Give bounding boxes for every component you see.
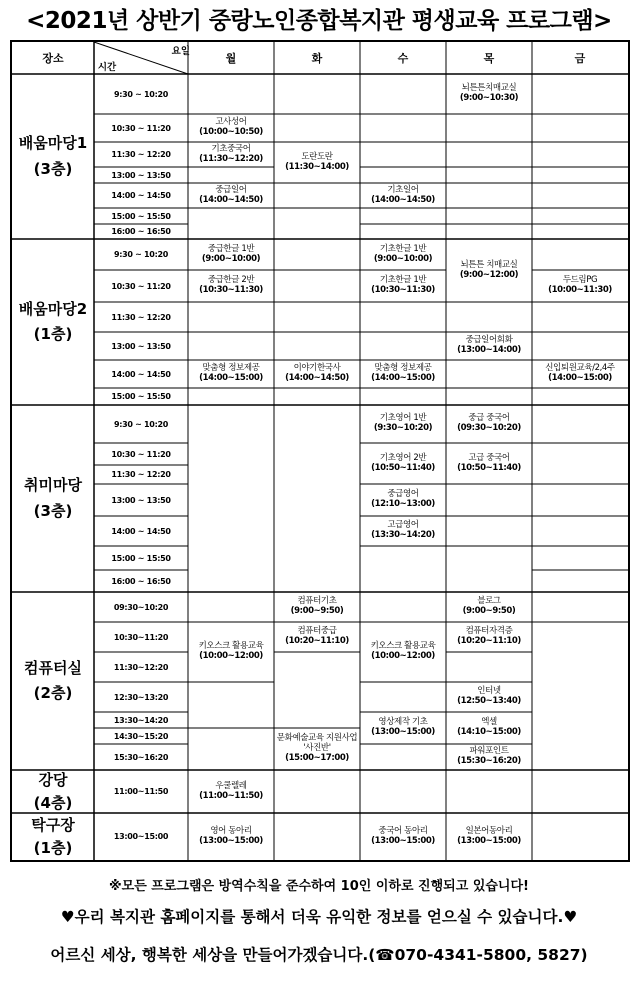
contact-line: 어르신 세상, 행복한 세상을 만들어가겠습니다.(☎070-4341-5800, 5827) xyxy=(50,946,588,964)
program-name: 고급 중국어 xyxy=(468,452,510,463)
header-day-mon: 월 xyxy=(225,52,237,65)
time-slot: 13:00 ~ 13:50 xyxy=(111,170,171,180)
header-day-label: 요일 xyxy=(171,46,190,57)
program-cell xyxy=(274,728,360,770)
program-time: (13:00~15:00) xyxy=(371,727,435,737)
program-cell xyxy=(274,142,360,183)
program-name: 중급일어 xyxy=(215,184,247,195)
program-name: 컴퓨터기초 xyxy=(297,596,337,607)
program-name: 맞춤형 정보제공 xyxy=(374,363,432,374)
program-name: 기초영어 1반 xyxy=(379,413,427,424)
program-cell xyxy=(188,114,274,142)
program-cell xyxy=(360,443,446,484)
header-day-wed: 수 xyxy=(397,52,409,65)
program-time: (11:30~12:20) xyxy=(199,153,263,164)
program-time: (10:50~11:40) xyxy=(371,462,435,473)
time-slot: 9:30 ~ 10:20 xyxy=(113,419,169,429)
program-time: (9:00~10:00) xyxy=(201,253,261,264)
program-name: 문화예술교육 지원사업 xyxy=(276,733,358,744)
time-slot: 11:00~11:50 xyxy=(113,787,169,796)
program-name: 고급영어 xyxy=(387,520,419,531)
program-name: 이야기한국사 xyxy=(293,363,341,374)
program-name: 중급한글 2반 xyxy=(207,275,255,286)
program-cell xyxy=(188,770,274,813)
time-slot: 09:30~10:20 xyxy=(113,602,169,612)
place-computer-room xyxy=(12,592,94,770)
program-cell xyxy=(360,484,446,516)
program-cell xyxy=(274,592,360,622)
time-slot: 15:00 ~ 15:50 xyxy=(111,211,171,221)
program-time: (15:30~16:20) xyxy=(457,756,521,766)
header-day-thu: 목 xyxy=(483,52,495,65)
program-cell xyxy=(360,270,446,302)
time-slot: 13:30~14:20 xyxy=(113,715,169,725)
program-time: (14:00~14:50) xyxy=(285,373,349,383)
place-floor: (3층) xyxy=(33,501,73,520)
place-table-tennis xyxy=(12,813,94,860)
time-slot: 14:00 ~ 14:50 xyxy=(111,191,171,200)
time-slot: 11:30~12:20 xyxy=(113,662,169,672)
time-slot: 9:30 ~ 10:20 xyxy=(113,89,169,99)
program-cell xyxy=(446,443,532,484)
program-time: (11:00~11:50) xyxy=(199,790,263,801)
program-cell xyxy=(188,183,274,208)
program-name: 우쿨렐레 xyxy=(215,780,247,791)
place-floor: (4층) xyxy=(33,793,73,812)
program-cell xyxy=(446,813,532,860)
program-cell xyxy=(446,74,532,114)
program-name: 두드림PG xyxy=(562,275,598,286)
program-name: 뇌튼튼 치매교실 xyxy=(460,259,518,270)
program-time: (9:00~9:50) xyxy=(290,606,344,616)
program-cell xyxy=(446,622,532,652)
place-name: 취미마당 xyxy=(24,476,82,494)
place-floor: (2층) xyxy=(33,684,73,702)
program-cell xyxy=(446,332,532,360)
program-name: 중급한글 1반 xyxy=(207,243,255,254)
time-slot: 13:00 ~ 13:50 xyxy=(111,495,171,505)
program-time: (12:50~13:40) xyxy=(457,696,521,706)
program-time: (13:00~15:00) xyxy=(371,835,435,846)
program-name: 블로그 xyxy=(477,596,501,607)
program-cell xyxy=(360,360,446,388)
header-time-label: 시간 xyxy=(97,62,117,73)
program-time: (13:00~14:00) xyxy=(457,345,521,355)
program-cell xyxy=(360,622,446,682)
program-time: (13:00~15:00) xyxy=(199,835,263,846)
program-name: 기초한글 1반 xyxy=(379,275,427,286)
program-name: 키오스크 활용교육 xyxy=(370,641,436,652)
time-slot: 13:00 ~ 13:50 xyxy=(111,341,171,351)
program-name: 중급영어 xyxy=(387,489,419,500)
program-time: (10:00~12:00) xyxy=(371,651,435,661)
place-floor: (3층) xyxy=(33,159,73,178)
program-name: 중급 중국어 xyxy=(468,413,510,424)
program-cell xyxy=(360,516,446,546)
time-slot: 15:00 ~ 15:50 xyxy=(111,553,171,563)
time-slot: 9:30 ~ 10:20 xyxy=(113,250,169,259)
program-time: (9:00~9:50) xyxy=(462,606,516,616)
program-time: (14:00~15:00) xyxy=(548,373,612,383)
time-slot: 12:30~13:20 xyxy=(113,692,169,702)
program-cell xyxy=(446,239,532,302)
notice-line: ※모든 프로그램은 방역수칙을 준수하여 10인 이하로 진행되고 있습니다! xyxy=(109,879,529,894)
place-hobby xyxy=(12,405,94,592)
time-slot: 10:30 ~ 11:20 xyxy=(111,123,171,133)
program-name: 기초영어 2반 xyxy=(379,452,427,463)
homepage-line: ♥우리 복지관 홈페이지를 통해서 더욱 유익한 정보를 얻으실 수 있습니다.♥ xyxy=(60,908,578,926)
time-slot: 14:00 ~ 14:50 xyxy=(111,369,171,379)
time-slot: 15:00 ~ 15:50 xyxy=(111,392,171,401)
place-name: 컴퓨터실 xyxy=(24,658,82,677)
time-slot: 11:30 ~ 12:20 xyxy=(111,312,171,322)
time-slot: 11:30 ~ 12:20 xyxy=(111,470,171,479)
program-cell xyxy=(188,270,274,302)
program-time: (11:30~14:00) xyxy=(285,161,349,172)
program-time: (14:00~14:50) xyxy=(371,194,435,205)
time-slot: 16:00 ~ 16:50 xyxy=(111,576,171,586)
program-time: (09:30~10:20) xyxy=(457,423,521,433)
program-name: 도란도란 xyxy=(301,151,333,162)
place-name: 강당 xyxy=(38,771,68,789)
place-floor: (1층) xyxy=(33,838,73,857)
program-cell xyxy=(274,360,360,388)
program-name: 기초중국어 xyxy=(211,143,251,154)
program-cell xyxy=(360,239,446,270)
program-time: (9:00~12:00) xyxy=(459,269,519,280)
timetable xyxy=(10,40,630,862)
program-time: (10:20~11:10) xyxy=(285,636,349,646)
program-name: 인터넷 xyxy=(477,686,501,697)
program-time: (10:30~11:30) xyxy=(371,285,435,295)
time-slot: 10:30 ~ 11:20 xyxy=(111,449,171,459)
time-slot: 14:00 ~ 14:50 xyxy=(111,526,171,536)
program-time: (10:00~10:50) xyxy=(199,127,263,137)
program-time: (9:00~10:30) xyxy=(459,93,519,103)
program-name: 기초일어 xyxy=(387,184,419,195)
program-time: (13:00~15:00) xyxy=(457,835,521,846)
place-auditorium xyxy=(12,770,94,813)
program-time: (15:00~17:00) xyxy=(285,752,349,763)
header-day-fri: 금 xyxy=(574,52,586,65)
program-cell xyxy=(532,270,628,302)
program-name: 신입퇴원교육/2,4주 xyxy=(545,363,615,374)
program-time: (10:20~11:10) xyxy=(457,636,521,646)
time-slot: 10:30 ~ 11:20 xyxy=(111,281,171,291)
program-time: (10:00~11:30) xyxy=(548,285,612,295)
time-slot: 15:30~16:20 xyxy=(113,752,169,762)
program-cell xyxy=(532,360,628,388)
program-name: 영상제작 기초 xyxy=(378,717,428,728)
program-name: 중급일어회화 xyxy=(465,335,513,346)
place-learning-2 xyxy=(12,239,94,405)
place-name: 탁구장 xyxy=(31,816,75,834)
program-name: 고사성어 xyxy=(215,117,247,128)
program-time: (10:00~12:00) xyxy=(199,651,263,661)
program-name: 뇌튼튼치매교실 xyxy=(461,83,517,94)
program-time: (10:30~11:30) xyxy=(199,285,263,295)
header-day-tue: 화 xyxy=(311,52,323,65)
place-name: 배움마당1 xyxy=(18,134,88,152)
program-time: (14:00~14:50) xyxy=(199,194,263,205)
time-slot: 13:00~15:00 xyxy=(113,832,169,841)
program-name: 키오스크 활용교육 xyxy=(198,641,264,652)
time-slot: 16:00 ~ 16:50 xyxy=(111,227,171,236)
program-cell xyxy=(188,813,274,860)
program-cell xyxy=(446,682,532,712)
program-name: 컴퓨터중급 xyxy=(297,626,337,637)
program-cell xyxy=(446,405,532,443)
program-cell xyxy=(188,239,274,270)
program-name: 일본어동아리 xyxy=(465,825,513,836)
place-learning-1 xyxy=(12,74,94,239)
program-cell xyxy=(446,592,532,622)
program-name: 중국어 동아리 xyxy=(378,825,428,836)
program-time: (9:30~10:20) xyxy=(373,423,433,433)
program-cell xyxy=(188,622,274,682)
program-cell xyxy=(360,405,446,443)
program-name: 맞춤형 정보제공 xyxy=(202,363,260,374)
program-name: 컴퓨터자격증 xyxy=(465,626,513,637)
page-title: <2021년 상반기 중랑노인종합복지관 평생교육 프로그램> xyxy=(26,8,612,34)
program-cell xyxy=(446,712,532,744)
place-floor: (1층) xyxy=(33,325,73,343)
program-name: 영어 동아리 xyxy=(210,825,252,836)
program-cell xyxy=(274,622,360,652)
program-subtitle: '사진반' xyxy=(303,743,331,754)
program-name: 파워포인트 xyxy=(469,746,509,757)
program-time: (13:30~14:20) xyxy=(371,530,435,540)
program-cell xyxy=(360,813,446,860)
program-time: (14:00~15:00) xyxy=(371,373,435,383)
place-name: 배움마당2 xyxy=(18,299,88,318)
program-cell xyxy=(188,142,274,167)
program-time: (9:00~10:00) xyxy=(373,253,433,264)
time-slot: 10:30~11:20 xyxy=(113,632,169,642)
time-slot: 14:30~15:20 xyxy=(113,731,169,741)
program-time: (12:10~13:00) xyxy=(371,499,435,509)
program-time: (10:50~11:40) xyxy=(457,462,521,473)
program-cell xyxy=(188,360,274,388)
program-time: (14:00~15:00) xyxy=(199,373,263,383)
program-cell xyxy=(360,712,446,744)
time-slot: 11:30 ~ 12:20 xyxy=(111,150,171,159)
program-cell xyxy=(446,744,532,770)
program-name: 기초한글 1반 xyxy=(379,243,427,254)
program-cell xyxy=(360,183,446,208)
program-name: 엑셀 xyxy=(481,717,497,728)
program-time: (14:10~15:00) xyxy=(457,727,521,737)
header-place: 장소 xyxy=(42,52,64,65)
